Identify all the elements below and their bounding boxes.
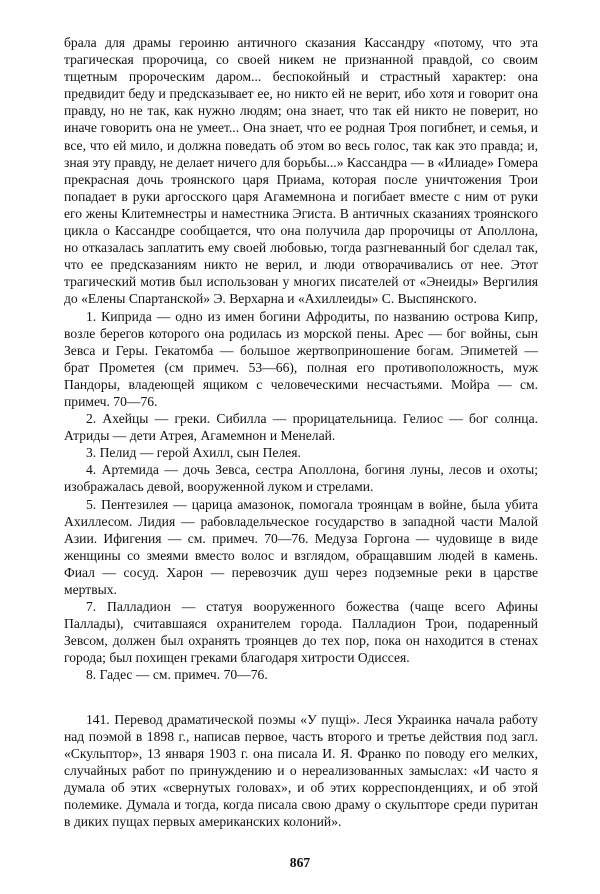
note-5-pentezileya: 5. Пентезилея — царица амазонок, помогала троянцам в войне, была убита Ахиллесом. Лидия — рабовладельческое государство в западной части Малой Азии. Ифигения — см. примеч. 70—76. Медуза Горгона — чудовище в виде женщины со змеями вместо волос и взглядом, обращавшим людей в камень. Фиал — сосуд. Харон — перевозчик душ через подземные реки в царстве мертвых. (64, 496, 538, 597)
note-141-u-pushchi: 141. Перевод драматической поэмы «У пущі». Леся Украинка начала работу над поэмой в 1898 г., написав первое, часть второго и третье действия под загл. «Скульптор», 13 января 1903 г. она писала И. Я. Франко по поводу его мелких, случайных работ по принуждению и о нереализованных замыслах: «И часто я думала об этих «свернутых головах», и об этих корреспонденциях, и об этой полемике. Думала и тогда, когда писала свою драму о скульпторе среди пуритан в диких пущах первых американских колоний». (64, 711, 538, 830)
note-4-artemida: 4. Артемида — дочь Зевса, сестра Аполлона, богиня луны, лесов и охоты; изображалась девой, вооруженной луком и стрелами. (64, 462, 538, 495)
paragraph-cassandra-note: брала для драмы героиню античного сказания Кассандру «потому, что эта трагическая пророчица, со своей никем не признанной правдой, со своим тщетным пророческим даром... беспокойный и страстный характер: она предвидит беду и предсказывает ее, но никто ей не верит, ибо хотя и говорит она правду, но не так, как нужно людям; она знает, что так ей никто не поверит, но иначе говорить она не умеет... Она знает, что ее родная Троя погибнет, и семья, и все, что ей мило, и должна поведать об этом во весь голос, так как это правда; и, зная эту правду, не делает ничего для борьбы...» Кассандра — в «Илиаде» Гомера прекрасная дочь троянского царя Приама, которая после уничтожения Трои попадает в руки аргосского царя Агамемнона и погибает вместе с ним от руки его жены Клитемнестры и наместника Эгиста. В античных сказаниях троянского цикла о Кассандре сообщается, что она получила дар пророчицы от Аполлона, но отказалась заплатить ему своей любовью, тогда разгневанный бог сделал так, что ее предсказаниям никто не верил, и люди отворачивались от нее. Этот трагический мотив был использован у многих писателей от «Энеиды» Вергилия до «Елены Спартанской» Э. Верхарна и «Ахиллеиды» С. Выспянского. (64, 35, 538, 307)
note-2-akheytsy: 2. Ахейцы — греки. Сибилла — прорицательница. Гелиос — бог солнца. Атриды — дети Атрея, Агамемнон и Менелай. (64, 411, 538, 444)
note-1-kiprida: 1. Киприда — одно из имен богини Афродиты, по названию острова Кипр, возле берегов которого она родилась из морской пены. Арес — бог войны, сын Зевса и Геры. Гекатомба — большое жертвоприношение богам. Эпиметей — брат Прометея (см примеч. 53—66), полная его противоположность, муж Пандоры, владеющей ящиком с человеческими несчастьями. Мойра — см. примеч. 70—76. (64, 308, 538, 409)
note-8-gades: 8. Гадес — см. примеч. 70—76. (86, 667, 268, 683)
page-number: 867 (289, 855, 311, 870)
note-3-pelid: 3. Пелид — герой Ахилл, сын Пелея. (86, 445, 301, 461)
note-7-palladion: 7. Палладион — статуя вооруженного божества (чаще всего Афины Паллады), считавшаяся охранителем города. Палладион Трои, подаренный Зевсом, должен был охранять троянцев до тех пор, пока он находится в стенах города; был похищен греками благодаря хитрости Одиссея. (64, 599, 538, 666)
